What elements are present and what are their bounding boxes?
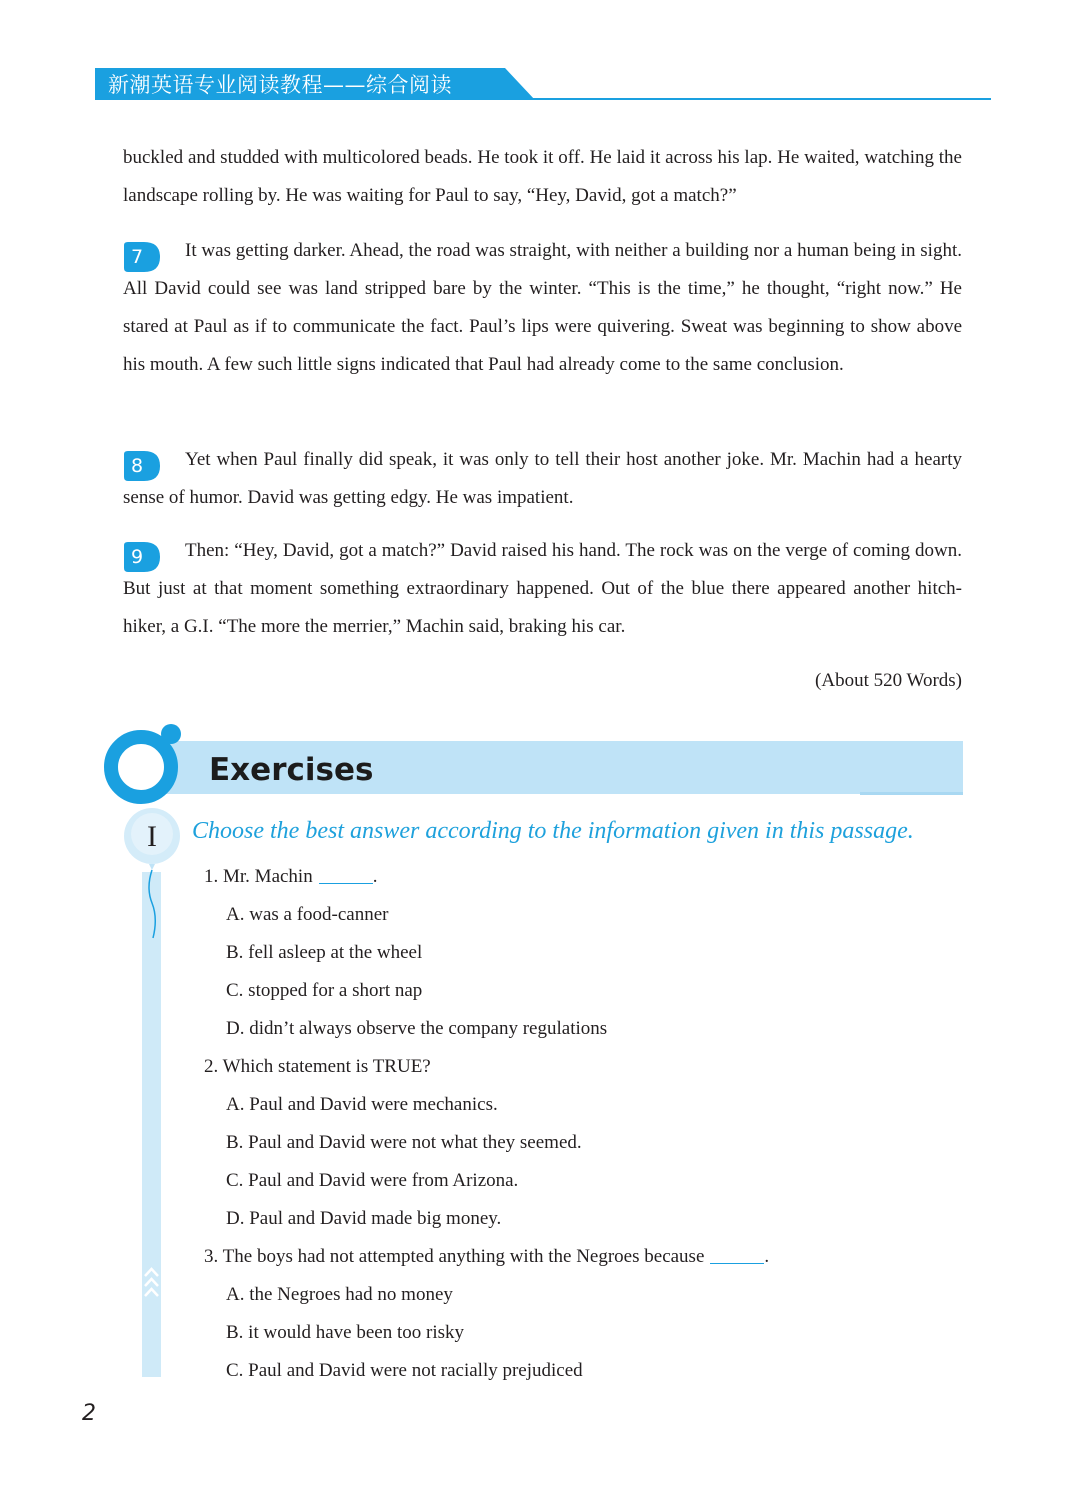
paragraph-number-8: 8	[122, 449, 162, 483]
option-2b: B. Paul and David were not what they seemed.	[226, 1132, 582, 1153]
answer-blank	[710, 1243, 764, 1264]
balloon-icon	[122, 808, 182, 948]
word-count: (About 520 Words)	[815, 670, 962, 691]
option-1d: D. didn’t always observe the company regulations	[226, 1018, 608, 1039]
question-2: 2. Which statement is TRUE?	[204, 1056, 431, 1077]
question-3: 3. The boys had not attempted anything with the Negroes because .	[204, 1242, 769, 1272]
option-1b: B. fell asleep at the wheel	[226, 942, 423, 963]
option-2d: D. Paul and David made big money.	[226, 1208, 502, 1229]
paragraph-number-7: 7	[122, 240, 162, 274]
banner-accent	[860, 792, 963, 795]
paragraph-continued: buckled and studded with multicolored beads. He took it off. He laid it across his lap. He waited, watching the landscape rolling by. He was waiting for Paul to say, “Hey, David, got a match?”	[123, 147, 962, 206]
section-numeral: I	[147, 820, 157, 853]
chevron-up-icon	[142, 1262, 161, 1308]
option-3a: A. the Negroes had no money	[226, 1284, 453, 1305]
paragraph-8: Yet when Paul finally did speak, it was only to tell their host another joke. Mr. Machin had a hearty sense of humor. David was getting edgy. He was impatient.	[123, 449, 962, 508]
ring-icon	[103, 723, 193, 813]
book-title: 新潮英语专业阅读教程——综合阅读	[108, 73, 452, 97]
section-instruction: Choose the best answer according to the information given in this passage.	[192, 818, 914, 844]
exercises-title: Exercises	[209, 752, 374, 788]
paragraph-7: It was getting darker. Ahead, the road was straight, with neither a building nor a human being in sight. All David could see was land stripped bare by the winter. “This is the time,” he thought, “right now.” He stared at Paul as if to communicate the fact. Paul’s lips were quivering. Sweat was beginning to show above his mouth. A few such little signs indicated that Paul had already come to the same conclusion.	[123, 240, 962, 375]
page-number: 2	[82, 1401, 96, 1426]
paragraph-9: Then: “Hey, David, got a match?” David raised his hand. The rock was on the verge of coming down. But just at that moment something extraordinary happened. Out of the blue there appeared another hitch-hiker, a G.I. “The more the merrier,” Machin said, braking his car.	[123, 540, 962, 637]
answer-blank	[319, 863, 373, 884]
question-1: 1. Mr. Machin .	[204, 862, 377, 892]
option-1a: A. was a food-canner	[226, 904, 389, 925]
option-3c: C. Paul and David were not racially prejudiced	[226, 1360, 583, 1381]
paragraph-number-9: 9	[122, 540, 162, 574]
option-2a: A. Paul and David were mechanics.	[226, 1094, 498, 1115]
option-1c: C. stopped for a short nap	[226, 980, 423, 1001]
option-3b: B. it would have been too risky	[226, 1322, 464, 1343]
option-2c: C. Paul and David were from Arizona.	[226, 1170, 519, 1191]
